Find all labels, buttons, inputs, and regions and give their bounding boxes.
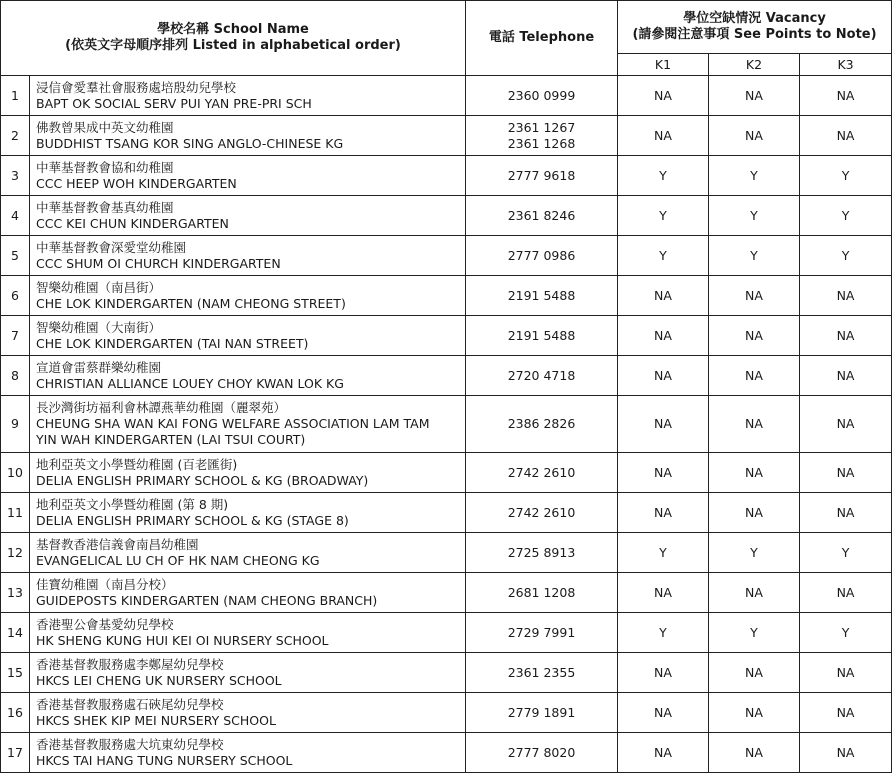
table-row bbox=[1, 316, 892, 356]
telephone-number: 2386 2826 bbox=[507, 416, 576, 431]
row-number: 6 bbox=[1, 276, 30, 316]
school-name-zh: 地利亞英文小學暨幼稚園 (第 8 期) bbox=[36, 496, 229, 512]
table-row bbox=[1, 573, 892, 613]
k3-vacancy-cell: NA bbox=[800, 653, 892, 693]
telephone-number: 2360 0999 bbox=[507, 87, 576, 103]
school-name-en: BAPT OK SOCIAL SERV PUI YAN PRE-PRI SCH bbox=[36, 95, 312, 111]
table-row bbox=[1, 613, 892, 653]
telephone-number: 2191 5488 bbox=[507, 327, 576, 343]
table-row bbox=[1, 653, 892, 693]
k3-vacancy-cell: NA bbox=[800, 316, 892, 356]
k3-vacancy-cell: NA bbox=[800, 116, 892, 156]
k2-vacancy-cell: NA bbox=[709, 76, 800, 116]
k1-vacancy-cell: NA bbox=[618, 493, 709, 533]
table-row bbox=[1, 733, 892, 773]
telephone-number: 2361 8246 bbox=[507, 207, 576, 223]
k1-vacancy-cell: NA bbox=[618, 396, 709, 453]
telephone-cell bbox=[466, 533, 618, 573]
telephone-cell bbox=[466, 733, 618, 773]
school-name-zh: 中華基督教會基真幼稚園 bbox=[36, 199, 174, 215]
telephone-cell bbox=[466, 653, 618, 693]
school-name-zh: 香港聖公會基愛幼兒學校 bbox=[36, 616, 174, 632]
table-row bbox=[1, 156, 892, 196]
k2-vacancy-cell: NA bbox=[709, 573, 800, 613]
school-name-zh: 智樂幼稚園（南昌街） bbox=[36, 279, 162, 295]
k1-vacancy-cell: Y bbox=[618, 613, 709, 653]
telephone-number: 2777 9618 bbox=[507, 167, 576, 183]
k2-vacancy-cell: Y bbox=[709, 236, 800, 276]
school-name-zh: 浸信會愛羣社會服務處培殷幼兒學校 bbox=[36, 79, 237, 95]
school-name-cell bbox=[30, 236, 466, 276]
school-name-en: YIN WAH KINDERGARTEN (LAI TSUI COURT) bbox=[36, 432, 306, 447]
school-name-en: BUDDHIST TSANG KOR SING ANGLO-CHINESE KG bbox=[36, 135, 344, 151]
vacancy-header bbox=[618, 1, 892, 54]
row-number: 7 bbox=[1, 316, 30, 356]
school-name-zh: 佛教曾果成中英文幼稚園 bbox=[36, 119, 174, 135]
row-number: 3 bbox=[1, 156, 30, 196]
k1-vacancy-cell: NA bbox=[618, 356, 709, 396]
table-row bbox=[1, 693, 892, 733]
school-name-zh: 佳寶幼稚園（南昌分校） bbox=[36, 576, 174, 592]
telephone-number: 2779 1891 bbox=[507, 704, 576, 720]
row-number: 4 bbox=[1, 196, 30, 236]
school-name-en: DELIA ENGLISH PRIMARY SCHOOL & KG (BROADWAY) bbox=[36, 472, 369, 488]
telephone-number: 2361 2355 bbox=[507, 664, 576, 680]
table-row bbox=[1, 76, 892, 116]
telephone-cell bbox=[466, 613, 618, 653]
school-name-cell bbox=[30, 733, 466, 773]
school-name-zh: 長沙灣街坊福利會林譚燕華幼稚園（麗翠苑） bbox=[36, 400, 287, 415]
school-name-en: CCC KEI CHUN KINDERGARTEN bbox=[36, 215, 229, 231]
telephone-number: 2742 2610 bbox=[507, 464, 576, 480]
telephone-cell bbox=[466, 356, 618, 396]
telephone-number: 2361 1267 bbox=[507, 119, 576, 135]
telephone-number: 2729 7991 bbox=[507, 624, 576, 640]
table-row bbox=[1, 493, 892, 533]
school-name-en: CHEUNG SHA WAN KAI FONG WELFARE ASSOCIATION LAM TAM bbox=[36, 416, 430, 431]
school-name-zh: 宣道會雷蔡群樂幼稚園 bbox=[36, 359, 162, 375]
school-name-cell bbox=[30, 453, 466, 493]
k3-vacancy-cell: NA bbox=[800, 733, 892, 773]
school-name-zh: 中華基督教會協和幼稚園 bbox=[36, 159, 174, 175]
row-number: 11 bbox=[1, 493, 30, 533]
school-name-cell bbox=[30, 693, 466, 733]
school-name-cell bbox=[30, 653, 466, 693]
school-name-en: CHE LOK KINDERGARTEN (TAI NAN STREET) bbox=[36, 335, 309, 351]
table-row bbox=[1, 396, 892, 453]
k1-vacancy-cell: NA bbox=[618, 316, 709, 356]
school-name-cell bbox=[30, 156, 466, 196]
school-name-en: CHE LOK KINDERGARTEN (NAM CHEONG STREET) bbox=[36, 295, 346, 311]
k3-header: K3 bbox=[800, 54, 892, 76]
school-name-en: CCC SHUM OI CHURCH KINDERGARTEN bbox=[36, 255, 281, 271]
telephone-cell bbox=[466, 573, 618, 613]
k3-vacancy-cell: Y bbox=[800, 196, 892, 236]
vacancy-note: (請參閱注意事項 See Points to Note) bbox=[632, 27, 877, 42]
school-name-cell bbox=[30, 533, 466, 573]
school-name-cell bbox=[30, 613, 466, 653]
k3-vacancy-cell: Y bbox=[800, 533, 892, 573]
k3-vacancy-cell: NA bbox=[800, 276, 892, 316]
k1-vacancy-cell: NA bbox=[618, 116, 709, 156]
k2-vacancy-cell: Y bbox=[709, 613, 800, 653]
school-name-en: CHRISTIAN ALLIANCE LOUEY CHOY KWAN LOK KG bbox=[36, 375, 344, 391]
telephone-header: 電話 Telephone bbox=[466, 1, 618, 76]
school-name-zh: 智樂幼稚園（大南街） bbox=[36, 319, 162, 335]
telephone-number: 2725 8913 bbox=[507, 544, 576, 560]
telephone-number: 2681 1208 bbox=[507, 584, 576, 600]
k1-vacancy-cell: NA bbox=[618, 653, 709, 693]
telephone-cell bbox=[466, 116, 618, 156]
school-name-cell bbox=[30, 276, 466, 316]
telephone-number: 2742 2610 bbox=[507, 504, 576, 520]
telephone-cell bbox=[466, 276, 618, 316]
k3-vacancy-cell: NA bbox=[800, 76, 892, 116]
k1-vacancy-cell: NA bbox=[618, 693, 709, 733]
k2-vacancy-cell: NA bbox=[709, 453, 800, 493]
row-number: 15 bbox=[1, 653, 30, 693]
k2-vacancy-cell: Y bbox=[709, 196, 800, 236]
school-name-note: (依英文字母順序排列 Listed in alphabetical order) bbox=[65, 38, 401, 53]
row-number: 1 bbox=[1, 76, 30, 116]
vacancy-title: 學位空缺情況 Vacancy bbox=[683, 11, 826, 26]
k2-vacancy-cell: NA bbox=[709, 733, 800, 773]
school-name-en: HKCS TAI HANG TUNG NURSERY SCHOOL bbox=[36, 752, 293, 768]
k3-vacancy-cell: NA bbox=[800, 493, 892, 533]
school-name-en: GUIDEPOSTS KINDERGARTEN (NAM CHEONG BRANCH) bbox=[36, 592, 378, 608]
school-name-en: DELIA ENGLISH PRIMARY SCHOOL & KG (STAGE 8) bbox=[36, 512, 349, 528]
school-name-title: 學校名稱 School Name bbox=[157, 22, 309, 37]
school-name-zh: 中華基督教會深愛堂幼稚園 bbox=[36, 239, 187, 255]
k2-vacancy-cell: Y bbox=[709, 156, 800, 196]
table-row bbox=[1, 236, 892, 276]
table-row bbox=[1, 276, 892, 316]
school-name-cell bbox=[30, 76, 466, 116]
row-number: 17 bbox=[1, 733, 30, 773]
telephone-number: 2777 8020 bbox=[507, 744, 576, 760]
telephone-cell bbox=[466, 693, 618, 733]
school-name-cell bbox=[30, 396, 466, 453]
k1-vacancy-cell: NA bbox=[618, 453, 709, 493]
telephone-number: 2361 1268 bbox=[507, 135, 576, 151]
row-number: 9 bbox=[1, 396, 30, 453]
school-name-cell bbox=[30, 116, 466, 156]
school-name-zh: 基督教香港信義會南昌幼稚園 bbox=[36, 536, 199, 552]
k1-header: K1 bbox=[618, 54, 709, 76]
row-number: 14 bbox=[1, 613, 30, 653]
k1-vacancy-cell: Y bbox=[618, 236, 709, 276]
telephone-cell bbox=[466, 396, 618, 453]
school-name-zh: 香港基督教服務處石硤尾幼兒學校 bbox=[36, 696, 224, 712]
row-number: 2 bbox=[1, 116, 30, 156]
k1-vacancy-cell: Y bbox=[618, 196, 709, 236]
k2-vacancy-cell: NA bbox=[709, 316, 800, 356]
row-number: 10 bbox=[1, 453, 30, 493]
telephone-cell bbox=[466, 156, 618, 196]
school-name-header bbox=[1, 1, 466, 76]
k1-vacancy-cell: NA bbox=[618, 733, 709, 773]
school-name-en: HKCS LEI CHENG UK NURSERY SCHOOL bbox=[36, 672, 282, 688]
telephone-cell bbox=[466, 493, 618, 533]
telephone-cell bbox=[466, 453, 618, 493]
telephone-number: 2777 0986 bbox=[507, 247, 576, 263]
school-name-zh: 香港基督教服務處大坑東幼兒學校 bbox=[36, 736, 224, 752]
school-name-cell bbox=[30, 196, 466, 236]
school-name-zh: 香港基督教服務處李鄭屋幼兒學校 bbox=[36, 656, 224, 672]
telephone-cell bbox=[466, 196, 618, 236]
k2-vacancy-cell: NA bbox=[709, 356, 800, 396]
table-row bbox=[1, 116, 892, 156]
k2-vacancy-cell: NA bbox=[709, 693, 800, 733]
k3-vacancy-cell: Y bbox=[800, 156, 892, 196]
table-row bbox=[1, 533, 892, 573]
k1-vacancy-cell: NA bbox=[618, 76, 709, 116]
telephone-number: 2191 5488 bbox=[507, 287, 576, 303]
school-name-en: CCC HEEP WOH KINDERGARTEN bbox=[36, 175, 237, 191]
k2-header: K2 bbox=[709, 54, 800, 76]
k3-vacancy-cell: NA bbox=[800, 396, 892, 453]
k2-vacancy-cell: Y bbox=[709, 533, 800, 573]
k2-vacancy-cell: NA bbox=[709, 116, 800, 156]
k1-vacancy-cell: Y bbox=[618, 533, 709, 573]
k2-vacancy-cell: NA bbox=[709, 276, 800, 316]
k2-vacancy-cell: NA bbox=[709, 396, 800, 453]
school-name-cell bbox=[30, 493, 466, 533]
table-row bbox=[1, 356, 892, 396]
k3-vacancy-cell: NA bbox=[800, 693, 892, 733]
k1-vacancy-cell: NA bbox=[618, 573, 709, 613]
school-name-cell bbox=[30, 356, 466, 396]
row-number: 8 bbox=[1, 356, 30, 396]
school-name-cell bbox=[30, 573, 466, 613]
row-number: 12 bbox=[1, 533, 30, 573]
k2-vacancy-cell: NA bbox=[709, 493, 800, 533]
telephone-cell bbox=[466, 76, 618, 116]
telephone-cell bbox=[466, 316, 618, 356]
school-name-en: HKCS SHEK KIP MEI NURSERY SCHOOL bbox=[36, 712, 276, 728]
telephone-number: 2720 4718 bbox=[507, 367, 576, 383]
table-row bbox=[1, 196, 892, 236]
k3-vacancy-cell: NA bbox=[800, 573, 892, 613]
row-number: 5 bbox=[1, 236, 30, 276]
header-row bbox=[1, 1, 892, 54]
school-name-zh: 地利亞英文小學暨幼稚園 (百老匯街) bbox=[36, 456, 238, 472]
k2-vacancy-cell: NA bbox=[709, 653, 800, 693]
row-number: 16 bbox=[1, 693, 30, 733]
telephone-cell bbox=[466, 236, 618, 276]
k1-vacancy-cell: NA bbox=[618, 276, 709, 316]
school-name-en: HK SHENG KUNG HUI KEI OI NURSERY SCHOOL bbox=[36, 632, 329, 648]
k1-vacancy-cell: Y bbox=[618, 156, 709, 196]
k3-vacancy-cell: Y bbox=[800, 613, 892, 653]
school-name-en: EVANGELICAL LU CH OF HK NAM CHEONG KG bbox=[36, 552, 320, 568]
k3-vacancy-cell: NA bbox=[800, 356, 892, 396]
k3-vacancy-cell: Y bbox=[800, 236, 892, 276]
row-number: 13 bbox=[1, 573, 30, 613]
school-name-cell bbox=[30, 316, 466, 356]
table-row bbox=[1, 453, 892, 493]
k3-vacancy-cell: NA bbox=[800, 453, 892, 493]
